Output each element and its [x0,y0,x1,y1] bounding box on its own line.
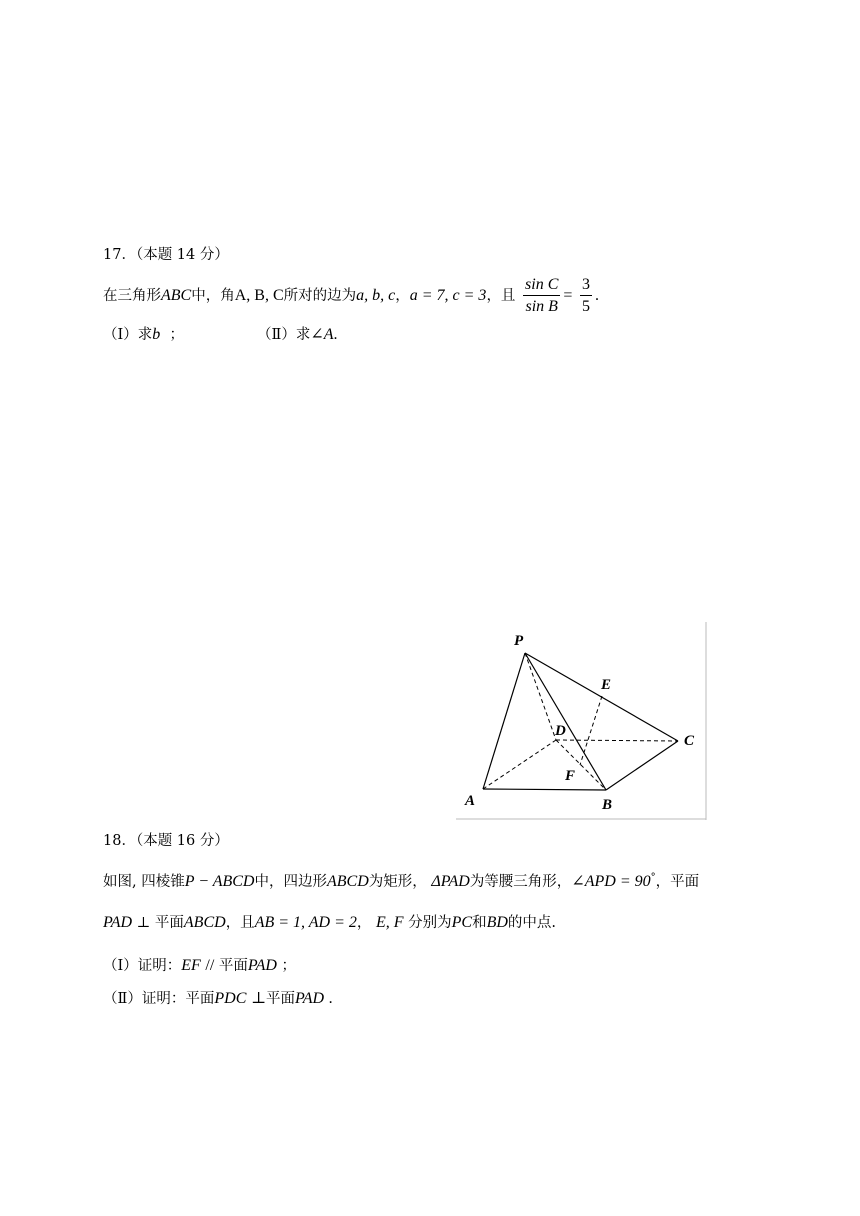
q17-sides: a, b, c [356,287,396,304]
q18-angle: ∠APD = 90 [571,872,651,890]
q17-part2 [257,327,338,343]
q18-line2 [103,915,556,931]
q18-degree: ° [650,872,656,883]
q18-line1 [103,873,699,890]
q17-frac-num: sin C [523,277,560,296]
q17-end: . [595,287,600,304]
q17-ratio-den: 5 [582,298,591,315]
edge-BC [606,741,678,790]
q17-stem-mid2: 所对的边为 [283,288,357,304]
q18-p1-plane: PAD [247,957,277,974]
q17-triangle: ABC [161,287,192,304]
label-P: P [514,633,524,649]
q18-l1-d: 为等腰三角形， [469,873,572,890]
q17-sin-fraction [523,277,560,315]
q17-frac-den: sin B [525,298,558,315]
q18-p2-plane2: PAD [295,990,325,1007]
q18-pyramid: P − ABCD [184,872,255,890]
pyramid-figure [456,622,708,820]
q18-l1-b: 中，四边形 [254,873,327,890]
q18-ef: E, F [375,914,404,931]
q18-p2-label: （Ⅱ）证明：平面 [103,991,215,1007]
q18-pc: PC [451,914,473,931]
edge-EF [580,696,602,765]
q18-p2-perp: ⊥ [250,990,267,1007]
q18-l1-a: 如图, 四棱锥 [103,873,185,890]
edge-PA [483,653,525,789]
q18-l2-f: 的中点. [507,915,557,931]
q18-p1-label: （Ⅰ）证明： [103,958,182,974]
q18-l2-c: ， [356,915,372,931]
q18-l1-e: ，平面 [655,873,700,890]
q18-given: AB = 1, AD = 2 [254,914,357,931]
edge-AB [483,789,606,790]
q18-p2-b: 平面 [266,991,296,1007]
q18-rect: ABCD [326,872,369,890]
q18-part2 [103,991,333,1007]
q17-part2-var: ∠A [310,326,334,343]
q17-ratio-num: 3 [580,277,592,296]
q18-p1-end: ； [281,958,297,974]
q18-l2-b: ，且 [225,915,255,931]
q17-stem-mid: 中，角 [191,288,235,304]
q18-l2-e: 和 [472,915,487,931]
q17-sep1: ， [395,288,410,304]
edge-AD [483,740,556,789]
q18-p1-expr: EF [181,957,201,974]
q18-header: 18．（本题 16 分） [103,833,229,849]
q18-part1 [103,958,296,974]
label-B: B [602,797,613,813]
q17-header: 17．（本题 14 分） [103,247,229,263]
q18-p1-par: // [205,957,215,974]
q17-part1-var: b [152,326,161,343]
q18-tri: ΔPAD [431,872,470,890]
label-E: E [601,677,612,693]
q18-p2-plane1: PDC [214,990,247,1007]
label-C: C [684,733,695,749]
label-A: A [465,793,476,809]
q17-ratio-fraction [580,277,592,315]
q17-stem-prefix: 在三角形 [103,288,161,304]
q17-part1-end: ； [169,327,184,343]
q17-given: a = 7, c = 3 [409,287,487,304]
label-F: F [565,768,576,784]
edge-DC [556,740,678,741]
q18-bd: BD [486,914,508,931]
q18-p1-b: 平面 [218,958,248,974]
q17-eq: = [563,287,573,304]
q17-part1-label: （Ⅰ）求 [103,327,153,343]
label-D: D [555,723,566,739]
q18-base: ABCD [183,914,226,931]
q17-stem [103,277,599,315]
q18-plane-pad: PAD [103,914,133,931]
q17-part1 [103,327,184,343]
q18-p2-end: . [328,990,333,1007]
q17-sep2: ，且 [486,288,516,304]
q18-l1-c: 为矩形， [368,873,427,890]
q17-part2-label: （Ⅱ）求 [257,327,311,343]
q17-part2-end: . [333,326,338,343]
q18-l2-a: ⊥ 平面 [136,915,184,931]
q18-l2-d: 分别为 [408,915,452,931]
q17-angles: A, B, C [234,287,284,304]
